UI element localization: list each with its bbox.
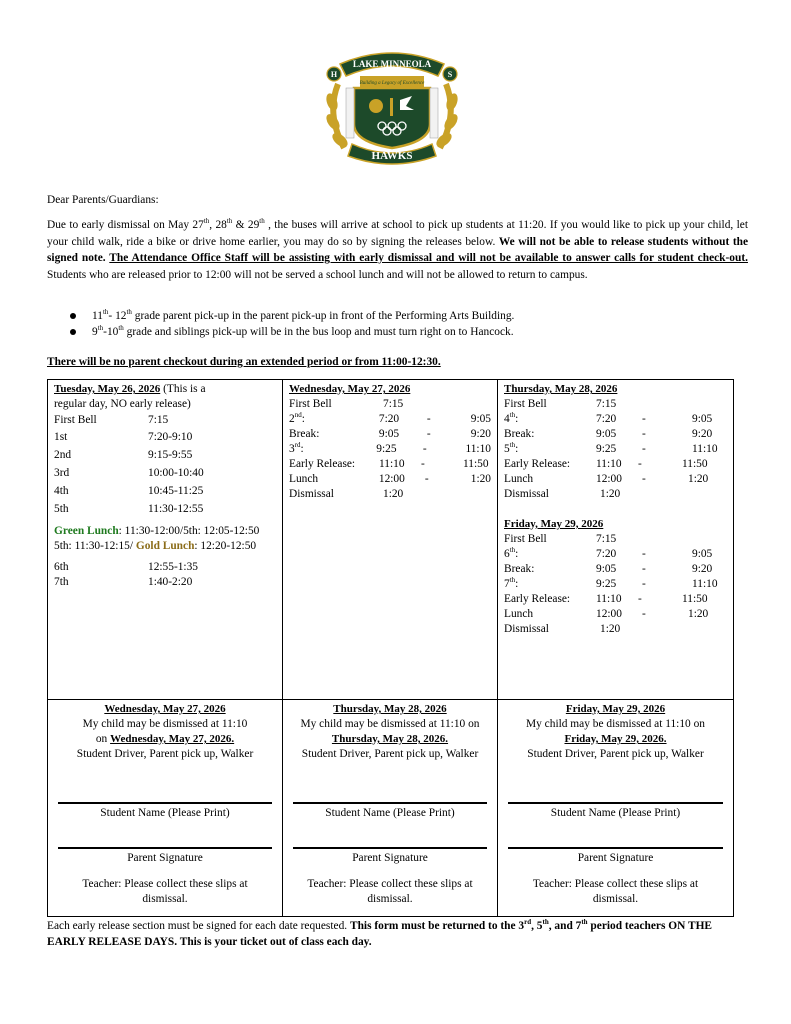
teacher-note: Teacher: Please collect these slips at dismissal.	[82, 878, 248, 905]
schedule-row: 3rd 10:00-10:40	[54, 466, 204, 479]
school-crest-logo	[320, 44, 464, 168]
parent-signature-label: Parent Signature	[577, 852, 654, 864]
thursday-friday-schedule: Thursday, May 28, 2026 First Bell 7:15 4th: 7:20 - 9:05 Break: 9:05 - 9:20 5th: 9:25 - 11:10 Early Release: 11:10 - 11:50 Lunch 12:00 - 1:20 Dismissal 1:20 Friday, May 29, 2026 First Bell 7:15 6th: 7:20 - 9:05 Break: 9:05 - 9:20 7th: 9:25 - 11:10 Early Release: 11:10 - 11:50 Lunch 12:00 - 1:20 Dismissal 1:20	[498, 380, 734, 700]
student-name-field[interactable]	[293, 802, 487, 804]
slip-options: Student Driver, Parent pick up, Walker	[76, 748, 254, 760]
release-slip: Wednesday, May 27, 2026 My child may be dismissed at 11:10 on Wednesday, May 27, 2026. Student Driver, Parent pick up, Walker Student Name (Please Print) Parent Signature Teacher: Please collect these slips at dismissal.	[48, 700, 283, 917]
list-item: 11th- 12th grade parent pick-up in the parent pick-up in front of the Performing Arts Building.	[70, 308, 730, 324]
schedule-row: 6th 12:55-1:35	[54, 560, 198, 573]
schedule-row: 5th 11:30-12:55	[54, 502, 204, 515]
crest-banner-top: LAKE MINNEOLA	[352, 59, 432, 69]
day-title: Thursday, May 28, 2026	[504, 383, 618, 395]
tuesday-schedule: Tuesday, May 26, 2026 (This is a regular day, NO early release) First Bell 7:15 1st 7:20-9:10 2nd 9:15-9:55 3rd 10:00-10:40 4th 10:45-11:25 5th 11:30-12:55 Green Lunch: 11:30-12:00/5th: 12:05-12:50 5th: 11:30-12:15/ Gold Lunch: 12:20-12:50 6th 12:55-1:35 7th 1:40-2:20	[48, 380, 283, 700]
slip-title: Wednesday, May 27, 2026	[104, 703, 226, 715]
student-name-field[interactable]	[508, 802, 723, 804]
signed-note-warning: We will not be able to release students without the signed note.	[47, 235, 749, 265]
gold-lunch-label: Gold Lunch	[135, 539, 195, 552]
student-name-label: Student Name (Please Print)	[100, 807, 230, 819]
slip-title: Thursday, May 28, 2026	[333, 703, 447, 715]
list-item: 9th-10th grade and siblings pick-up will be in the bus loop and must turn right on to Hancock.	[70, 324, 730, 340]
release-slip: Thursday, May 28, 2026 My child may be dismissed at 11:10 on Thursday, May 28, 2026. Student Driver, Parent pick up, Walker Student Name (Please Print) Parent Signature Teacher: Please collect these slips at dismissal.	[283, 700, 498, 917]
footer-note: Each early release section must be signed for each date requested. This form must be returned to the 3rd, 5th, and 7th period teachers ON THE EARLY RELEASE DAYS. This is your ticket out of class each day.	[47, 918, 713, 948]
teacher-note: Teacher: Please collect these slips at dismissal.	[307, 878, 473, 905]
release-slip: Friday, May 29, 2026 My child may be dismissed at 11:10 on Friday, May 29, 2026. Student Driver, Parent pick up, Walker Student Name (Please Print) Parent Signature Teacher: Please collect these slips at dismissal.	[498, 700, 734, 917]
schedule-row: 4th 10:45-11:25	[54, 484, 204, 497]
crest-letter-right: S	[447, 70, 453, 79]
schedule-row: 7th 1:40-2:20	[54, 575, 193, 588]
schedule-row: First Bell 7:15	[54, 413, 169, 426]
green-lunch-label: Green Lunch	[54, 524, 119, 537]
pickup-bullet-list	[70, 308, 730, 340]
teacher-note: Teacher: Please collect these slips at dismissal.	[532, 878, 699, 905]
parent-signature-field[interactable]	[293, 847, 487, 849]
student-name-label: Student Name (Please Print)	[325, 807, 455, 819]
slip-options: Student Driver, Parent pick up, Walker	[527, 748, 704, 760]
day-title: Tuesday, May 26, 2026	[54, 383, 161, 395]
student-name-label: Student Name (Please Print)	[550, 807, 681, 819]
wednesday-schedule: Wednesday, May 27, 2026 First Bell 7:15 2nd: 7:20 - 9:05 Break: 9:05 - 9:20 3rd: 9:25 - 11:10 Early Release: 11:10 - 11:50 Lunch 12:00 - 1:20 Dismissal 1:20	[283, 380, 498, 700]
checkout-notice: There will be no parent checkout during an extended period or from 11:00-12:30.	[47, 356, 441, 368]
slip-title: Friday, May 29, 2026	[565, 703, 666, 715]
intro-paragraph: Due to early dismissal on May 27th, 28th & 29th , the buses will arrive at school to pick up students at 11:20. If you would like to pick up your child, let your child walk, ride a bike or drive home earlier, you may do so by signing the releases below. We will not be able to release students without the signed note. The Attendance Office Staff will be assisting with early dismissal and will not be available to answer calls for student check-out. Students who are released prior to 12:00 will not be served a school lunch and will not be allowed to return to campus.	[47, 217, 749, 281]
slip-permission: My child may be dismissed at 11:10 on	[300, 718, 480, 730]
attendance-office-notice: The Attendance Office Staff will be assisting with early dismissal and will	[109, 252, 476, 265]
parent-signature-field[interactable]	[58, 847, 272, 849]
schedule-row: 1st 7:20-9:10	[54, 430, 193, 443]
slip-options: Student Driver, Parent pick up, Walker	[301, 748, 479, 760]
parent-signature-field[interactable]	[508, 847, 723, 849]
crest-letter-left: H	[330, 70, 338, 79]
parent-signature-label: Parent Signature	[127, 852, 203, 864]
parent-signature-label: Parent Signature	[352, 852, 428, 864]
slip-permission: My child may be dismissed at 11:10	[82, 718, 248, 730]
crest-banner-bottom: HAWKS	[371, 150, 413, 162]
greeting: Dear Parents/Guardians:	[47, 194, 159, 206]
day-title: Wednesday, May 27, 2026	[289, 383, 411, 395]
crest-motto: Building a Legacy of Excellence	[359, 81, 425, 86]
schedule-row: 2nd 9:15-9:55	[54, 448, 193, 461]
student-name-field[interactable]	[58, 802, 272, 804]
slip-permission: My child may be dismissed at 11:10 on	[526, 718, 705, 730]
crest-emblem	[320, 44, 464, 168]
schedule-table	[47, 379, 734, 917]
day-title: Friday, May 29, 2026	[504, 517, 604, 530]
